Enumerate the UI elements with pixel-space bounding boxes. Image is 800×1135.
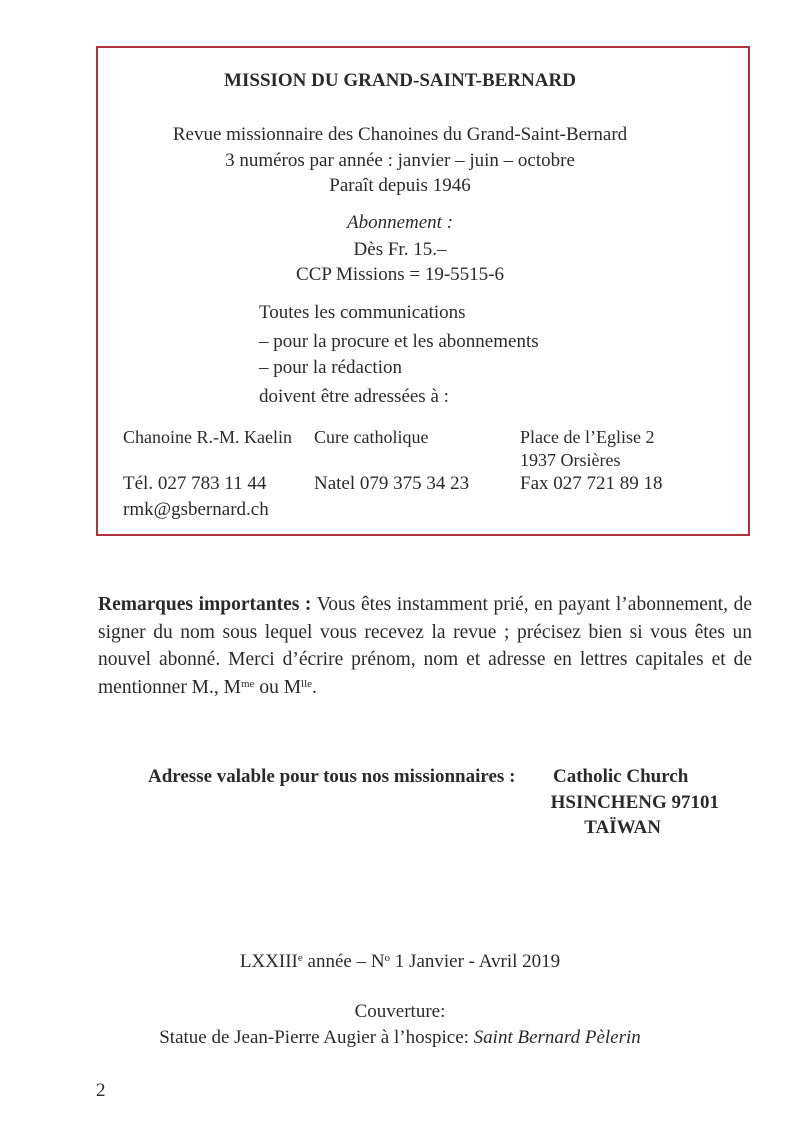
missionaries-address-line2: HSINCHENG 97101 [550,792,719,813]
contact-fax: Fax 027 721 89 18 [520,473,663,494]
subscription-ccp: CCP Missions = 19-5515-6 [296,264,504,285]
contact-city: 1937 Orsières [520,450,621,470]
contact-parish: Cure catholique [314,427,429,447]
contact-tel: Tél. 027 783 11 44 [123,473,267,494]
contact-name: Chanoine R.-M. Kaelin [123,427,292,447]
missionaries-address-line1: Catholic Church [553,766,689,787]
cover-title: Saint Bernard Pèlerin [473,1027,641,1048]
issue-volume: LXXIII [239,951,298,972]
remarks-label: Remarques importantes : [98,594,312,615]
issue-no-sup: o [384,952,391,964]
remarks-text: Vous êtes instamment prié, en payant l’abonnement, de signer du nom sous lequel vous recevez la revue ; précisez bien si vous êtes un nouvel abonné. Merci d’écrire prénom, nom et adresse en lettres capitales et de mentionner M., [98,594,752,698]
issue-rest: 1 Janvier - Avril 2019 [390,951,561,972]
remarks-end: . [312,676,317,698]
publication-title: MISSION DU GRAND-SAINT-BERNARD [224,70,576,91]
subscription-heading: Abonnement : [346,212,454,233]
subtitle-line-1: Revue missionnaire des Chanoines du Grand-Saint-Bernard [172,124,628,145]
communications-item-procure: – pour la procure et les abonnements [259,331,539,352]
cover-line [0,1027,800,1049]
remarks-or: ou [254,676,284,698]
contact-email: rmk@gsbernard.ch [123,499,269,520]
issue-year-word: année – N [302,951,385,972]
info-frame [96,46,750,536]
remarks-paragraph [98,591,752,701]
contact-natel: Natel 079 375 34 23 [314,473,470,494]
communications-item-redaction: – pour la rédaction [259,357,402,378]
subscription-price: Dès Fr. 15.– [353,239,447,260]
communications-outro: doivent être adressées à : [259,386,449,407]
cover-desc: Statue de Jean-Pierre Augier à l’hospice: [159,1027,474,1048]
issue-line [0,951,800,973]
subtitle-line-3: Paraît depuis 1946 [329,175,471,196]
missionaries-address-label: Adresse valable pour tous nos missionnaires : [148,766,516,787]
remarks-mlle-sup: lle [301,677,313,690]
subtitle-line-2: 3 numéros par année : janvier – juin – octobre [225,150,575,171]
remarks-m: M [223,676,241,698]
contact-street: Place de l’Eglise 2 [520,427,655,447]
communications-intro: Toutes les communications [259,302,466,323]
missionaries-address-line3: TAÏWAN [584,817,661,838]
page-number: 2 [96,1080,106,1101]
cover-label: Couverture: [354,1001,446,1022]
issue-volume-sup: e [297,952,303,964]
remarks-m2: M [283,676,302,698]
remarks-me-sup: me [241,677,255,690]
